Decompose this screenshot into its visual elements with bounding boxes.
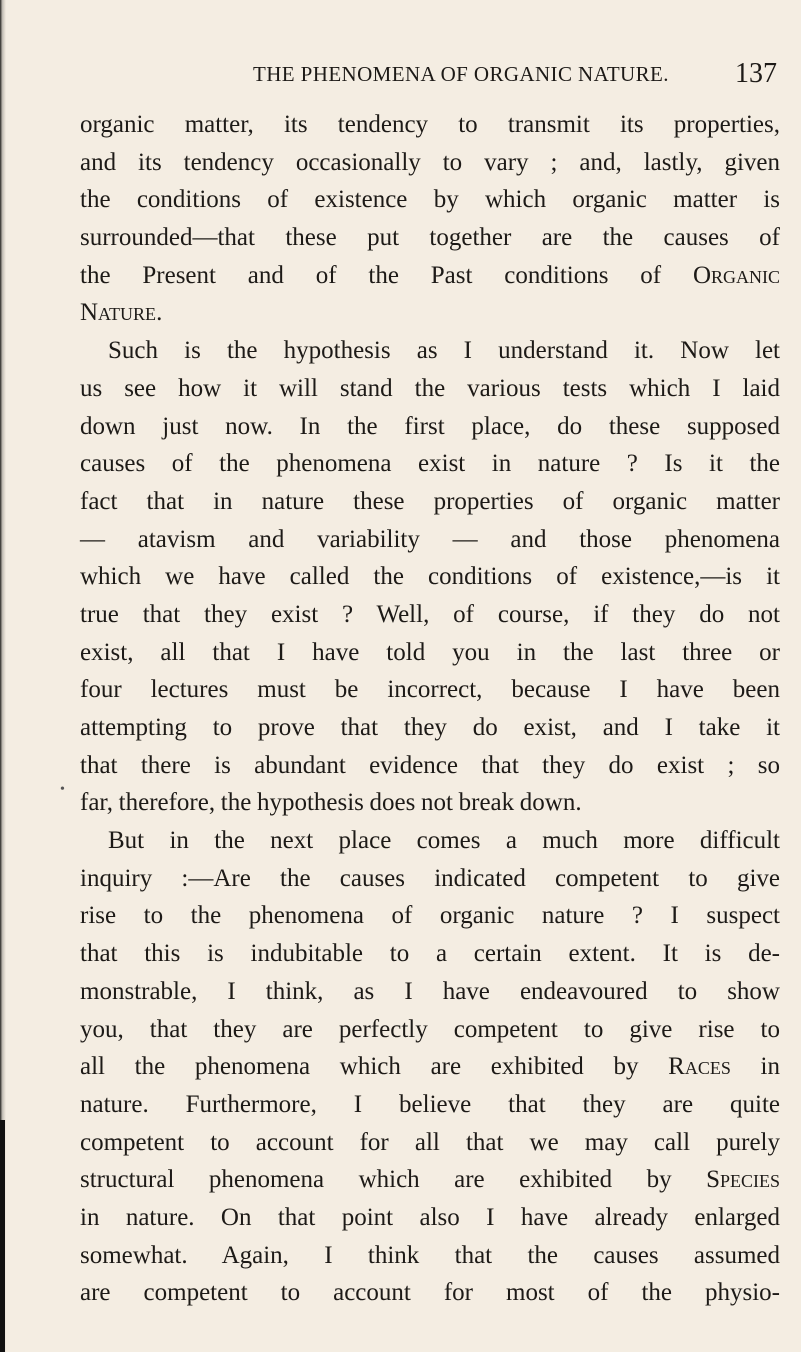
text-line: surrounded—that these put together are the causes of — [80, 224, 780, 252]
margin-mark: • — [60, 782, 65, 797]
text-line: true that they exist ? Well, of course, if they do not — [80, 600, 780, 628]
text-line: structural phenomena which are exhibited by Species — [80, 1166, 780, 1194]
page-number: 137 — [735, 58, 777, 89]
text-line: inquiry :—Are the causes indicated competent to give — [80, 864, 780, 892]
text-line: far, therefore, the hypothesis does not break down. — [80, 789, 582, 817]
text-line: — atavism and variability — and those phenomena — [80, 525, 780, 553]
text-line: exist, all that I have told you in the last three or — [80, 638, 780, 666]
small-caps-term: Species — [706, 1166, 780, 1194]
text-line: you, that they are perfectly competent to give rise to — [80, 1015, 780, 1043]
text-line: organic matter, its tendency to transmit its properties, — [80, 111, 780, 138]
small-caps-term: Races — [668, 1053, 731, 1081]
text-line: us see how it will stand the various tests which I laid — [80, 374, 780, 402]
text-line: fact that in nature these properties of organic matter — [80, 487, 780, 515]
text-line: somewhat. Again, I think that the causes assumed — [80, 1241, 780, 1269]
text-line: down just now. In the first place, do these supposed — [80, 412, 780, 440]
paragraph-start: But in the next place comes a much more difficult — [108, 827, 780, 855]
text-line: the Present and of the Past conditions of Organic — [80, 261, 780, 289]
text-line: four lectures must be incorrect, because I have been — [80, 676, 780, 704]
page-header — [253, 58, 777, 92]
text-line: are competent to account for most of the physio- — [80, 1279, 780, 1307]
text-line: attempting to prove that they do exist, and I take it — [80, 714, 780, 741]
binding-edge — [0, 1120, 5, 1352]
text-line: all the phenomena which are exhibited by Races in — [80, 1053, 780, 1081]
small-caps-term: Nature — [80, 299, 157, 327]
text-line: causes of the phenomena exist in nature ? Is it the — [80, 450, 780, 478]
small-caps-term: Organic — [692, 261, 780, 289]
running-head: THE PHENOMENA OF ORGANIC NATURE. — [253, 62, 669, 86]
text-line: monstrable, I think, as I have endeavoured to show — [80, 977, 780, 1005]
text-line: competent to account for all that we may call purely — [80, 1128, 780, 1156]
text-line: Nature. — [80, 299, 163, 327]
text-line: the conditions of existence by which organic matter is — [80, 186, 780, 214]
text-line: nature. Furthermore, I believe that they are quite — [80, 1090, 780, 1118]
body-text — [80, 106, 780, 1312]
text-line: and its tendency occasionally to vary ; and, lastly, given — [80, 148, 780, 176]
text-line: which we have called the conditions of existence,—is it — [80, 563, 780, 591]
paragraph-start: Such is the hypothesis as I understand it. Now let — [108, 337, 780, 365]
text-line: in nature. On that point also I have already enlarged — [80, 1203, 780, 1231]
text-line: rise to the phenomena of organic nature ? I suspect — [80, 902, 780, 930]
text-line: that this is indubitable to a certain extent. It is de- — [80, 940, 780, 968]
text-line: that there is abundant evidence that they do exist ; so — [80, 751, 780, 779]
